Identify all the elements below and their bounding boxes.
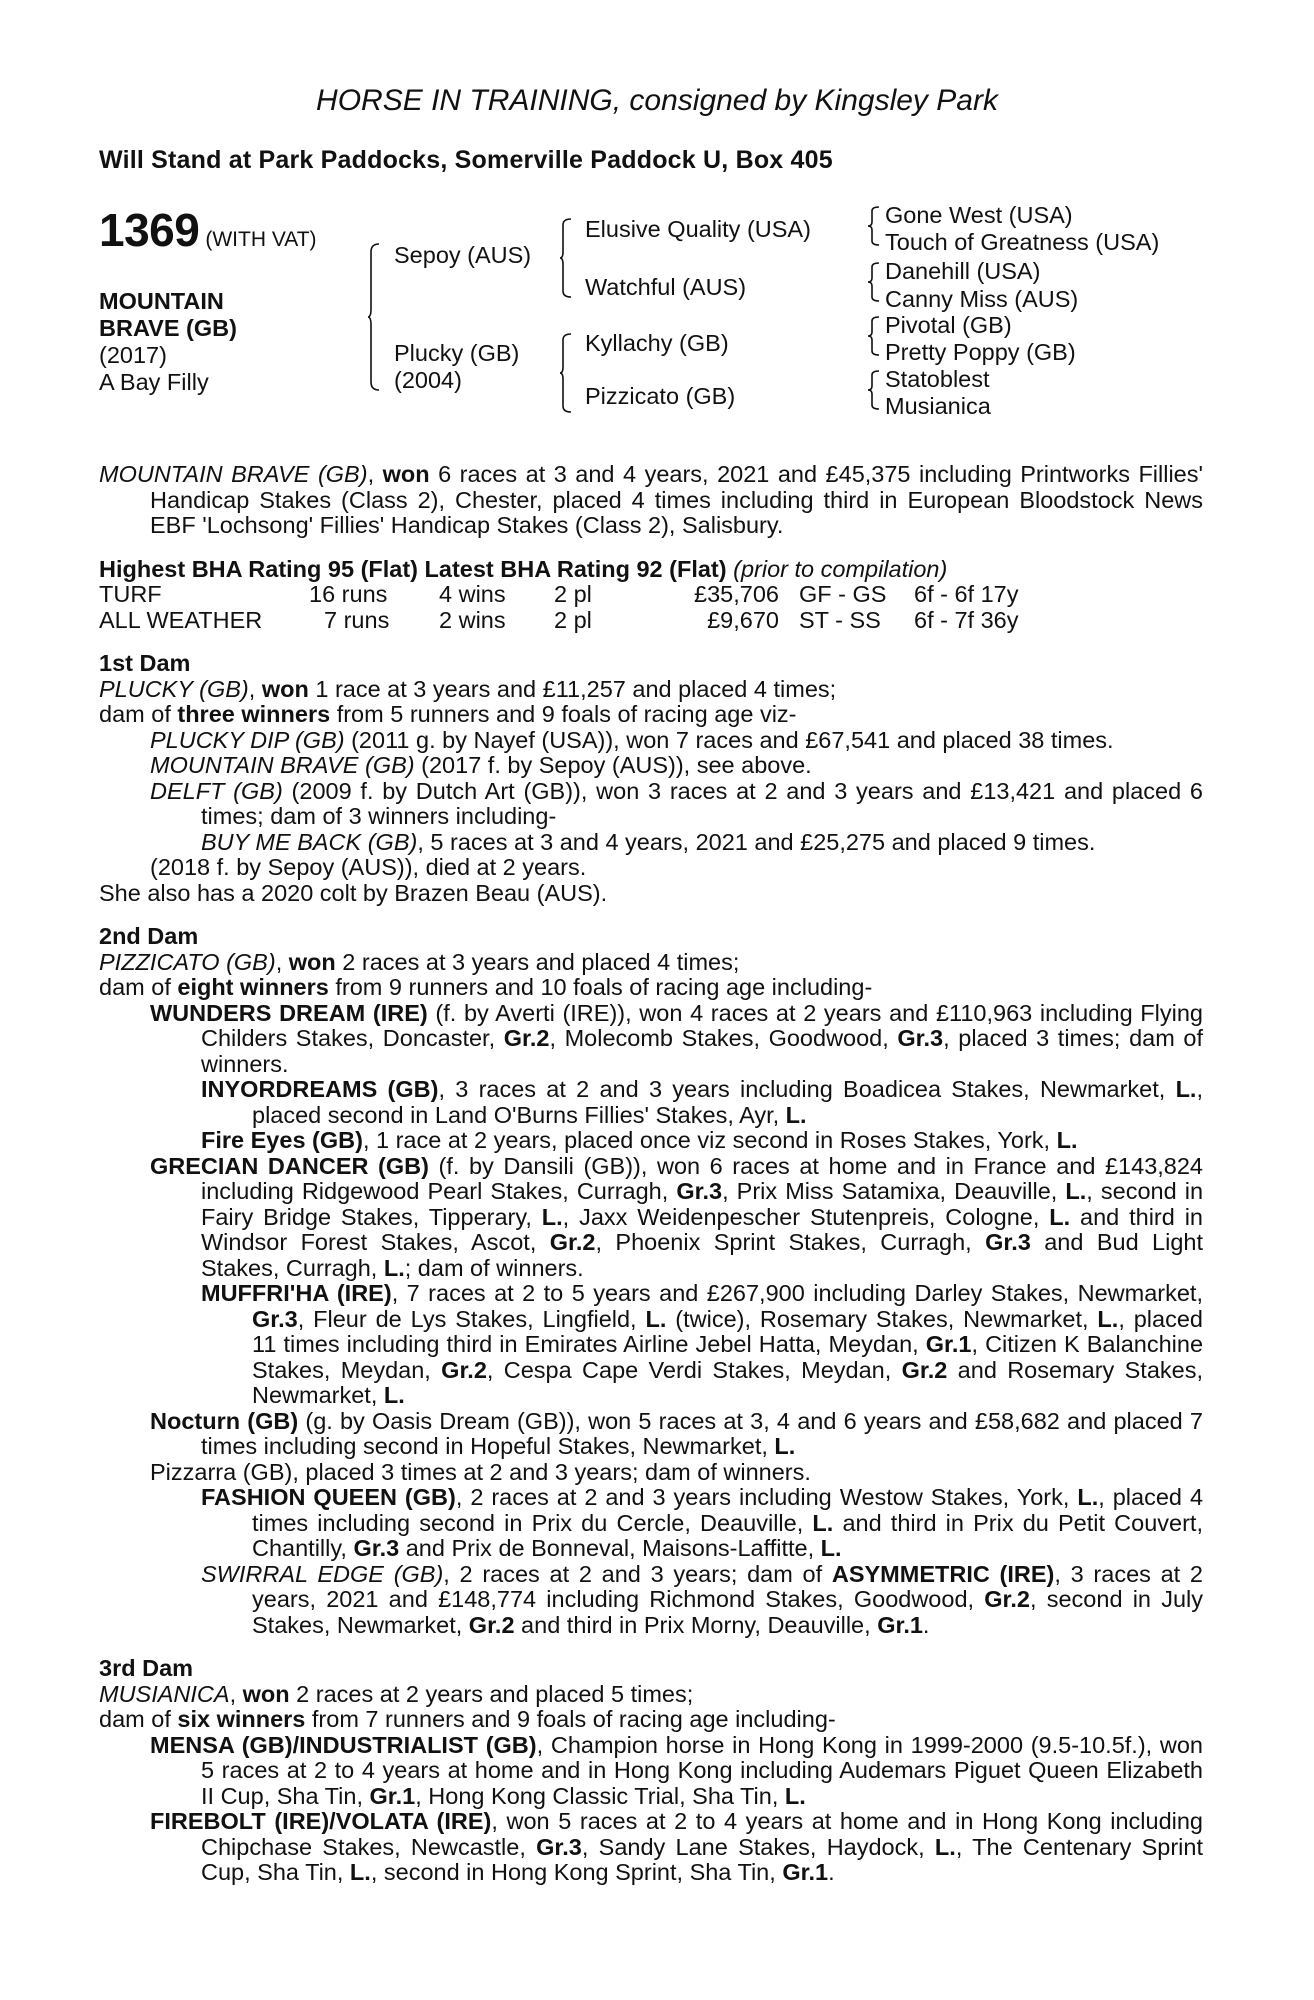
text: , placed 11 times including third in Emirates Airline Jebel Hatta, Meydan, [252,1305,1203,1357]
grade: Gr.2 [468,1611,515,1638]
text: dam of [99,974,178,1000]
stats-going: GF - GS [799,581,887,607]
text: (f. by Averti (IRE)), won 4 races at 2 years and £110,963 including Flying Childers Stakes, Doncaster, [201,999,1203,1051]
third-dam-produce [99,1707,1203,1733]
offspring-name: SWIRRAL EDGE (GB) [201,1560,444,1587]
sire-sire: Elusive Quality (USA) [585,216,811,242]
dam-record: 2 races at 3 years and placed 4 times; [335,948,740,975]
text: and Rosemary Stakes, Newmarket, [252,1356,1203,1408]
text: (g. by Oasis Dream (GB)), won 5 races at 3, 4 and 6 years and £58,682 and placed 7 times including second in Hopeful Stakes, Newmarket, [201,1407,1203,1459]
grade: Gr.3 [252,1305,298,1332]
grade: L. [645,1305,667,1332]
text: and third in Windsor Forest Stakes, Ascot, [201,1203,1203,1255]
stats-distance: 6f - 6f 17y [914,581,1019,607]
gen3-statoblest: Statoblest [885,366,990,392]
winners-count: eight winners [177,974,329,1000]
gen3-touch-of-greatness: Touch of Greatness (USA) [885,229,1160,255]
grade: L. [1056,1127,1078,1153]
dam-name: Plucky (GB) [394,340,520,366]
grade: Gr.3 [985,1229,1031,1255]
grade: Gr.2 [441,1356,487,1383]
pedigree-bracket-main [368,243,380,391]
text: , Cespa Cape Verdi Stakes, Meydan, [486,1356,902,1383]
offspring-name: Fire Eyes (GB) [201,1127,363,1153]
grade: Gr.1 [369,1782,416,1809]
grand-offspring-entry [99,1077,1203,1128]
stats-runs: 7 runs [324,606,390,633]
sire-dam: Watchful (AUS) [585,274,747,300]
grade: Gr.2 [503,1025,550,1051]
stats-pl: 2 pl [554,606,592,633]
offspring-name: FIREBOLT (IRE)/VOLATA (IRE) [150,1808,492,1834]
summary-horse-name: MOUNTAIN BRAVE (GB) [99,461,368,487]
offspring-entry [99,1733,1203,1810]
text: , Sandy Lane Stakes, Haydock, [581,1833,935,1860]
horse-year: (2017) [99,342,167,368]
rating-bold: Highest BHA Rating 95 (Flat) Latest BHA Rating 92 (Flat) [99,555,727,582]
text: (2009 f. by Dutch Art (GB)), won 3 races at 2 and 3 years and £13,421 and placed 6 times; dam of 3 winners including- [201,777,1203,829]
stats-distance: 6f - 7f 36y [914,606,1019,633]
offspring-entry [99,753,1203,779]
summary-won: won [382,461,430,487]
pedigree-bracket-sire [560,218,572,298]
stats-row [99,608,1203,634]
grade: L. [1077,1484,1099,1510]
offspring-entry [99,1809,1203,1886]
dam-dam: Pizzicato (GB) [585,383,736,409]
text: (2017 f. by Sepoy (AUS)), see above. [414,752,812,778]
text: , Fleur de Lys Stakes, Lingfield, [297,1305,646,1332]
stand-location: Will Stand at Park Paddocks, Somerville Paddock U, Box 405 [99,146,833,174]
lot-number: 1369 [99,204,200,256]
offspring-note: She also has a 2020 colt by Brazen Beau (AUS). [99,879,608,906]
offspring-name: MOUNTAIN BRAVE (GB) [150,752,415,778]
text: , 7 races at 2 to 5 years and £267,900 including Darley Stakes, Newmarket, [391,1280,1203,1306]
text: and third in Prix Morny, Deauville, [514,1611,878,1638]
text: , second in Fairy Bridge Stakes, Tipperary, [201,1178,1204,1230]
offspring-entry [99,1154,1203,1282]
won-label: won [242,1680,290,1707]
winners-count: six winners [177,1706,306,1732]
grade: L. [349,1859,371,1885]
third-dam-line: MUSIANICA, won 2 races at 2 years and placed 5 times; [99,1680,694,1707]
text: (twice), Rosemary Stakes, Newmarket, [666,1305,1098,1332]
pedigree-bracket-dam [560,333,572,413]
gen3-musianica: Musianica [885,393,991,419]
grand-offspring-entry [99,1485,1203,1562]
text: , second in July Stakes, Newmarket, [252,1586,1203,1638]
grade: Gr.3 [353,1535,400,1561]
stats-wins: 4 wins [439,581,506,607]
offspring-name: WUNDERS DREAM (IRE) [150,999,428,1026]
text: , Molecomb Stakes, Goodwood, [549,1025,898,1051]
grade: L. [1097,1305,1119,1332]
stats-surface: TURF [99,581,162,607]
offspring-entry: Pizzarra (GB), placed 3 times at 2 and 3 years; dam of winners. [150,1458,811,1485]
grade: Gr.2 [984,1586,1030,1612]
text: , 1 race at 2 years, placed once viz second in Roses Stakes, York, [362,1127,1057,1153]
text: and Bud Light Stakes, Curragh, [201,1229,1204,1281]
text: from 9 runners and 10 foals of racing age including- [328,974,873,1000]
grade: Gr.1 [782,1859,829,1885]
sire-name: Sepoy (AUS) [394,242,532,268]
text: , The Centenary Sprint Cup, Sha Tin, [201,1833,1203,1885]
dam-sire: Kyllachy (GB) [585,330,729,356]
grade: L. [541,1203,563,1230]
pedigree-bracket-gen3-4 [868,370,880,410]
grade: Gr.3 [536,1833,582,1860]
grade: L. [383,1254,405,1281]
text: , won 5 races at 2 to 4 years at home and in Hong Kong including Chipchase Stakes, Newcastle, [201,1808,1203,1860]
grade: L. [812,1509,834,1536]
stats-surface: ALL WEATHER [99,606,263,633]
text: , Jaxx Weidenpescher Stutenpreis, Cologne, [562,1203,1050,1230]
grade: L. [774,1433,796,1459]
text: . [828,1859,835,1885]
pedigree-bracket-gen3-1 [868,206,880,246]
dam-name: PLUCKY (GB) [99,675,249,702]
offspring-name: PLUCKY DIP (GB) [150,726,345,753]
text: and Prix de Bonneval, Maisons-Laffitte, [399,1535,821,1561]
grade: L. [785,1101,807,1128]
offspring-entry [99,1001,1203,1078]
offspring-entry [99,779,1203,830]
pedigree-bracket-gen3-2 [868,262,880,302]
second-dam-title: 2nd Dam [99,923,199,949]
text: (f. by Dansili (GB)), won 6 races at home and in France and £143,824 including Ridgewood Pearl Stakes, Curragh, [201,1152,1203,1204]
race-summary: MOUNTAIN BRAVE (GB), won 6 races at 3 and 4 years, 2021 and £45,375 including Printworks Fillies' Handicap Stakes (Class 2), Chester, placed 4 times including third in European Bloodstock News EBF 'Lochsong' Fillies' Handicap Stakes (Class 2), Salisbury. [99,461,1203,538]
grade: Gr.1 [877,1611,923,1638]
dam-name: PIZZICATO (GB) [99,948,276,975]
text: from 7 runners and 9 foals of racing age including- [305,1706,836,1732]
horse-description: A Bay Filly [99,369,209,395]
rating-line [99,557,1203,583]
text: . [922,1611,930,1638]
text: , 2 races at 2 and 3 years; dam of [443,1560,832,1587]
text: , placed 3 times; dam of winners. [201,1025,1203,1077]
rating-note: (prior to compilation) [733,555,948,582]
offspring-entry: (2018 f. by Sepoy (AUS)), died at 2 years. [150,854,587,880]
stats-money: £35,706 [694,581,779,607]
grade: Gr.3 [897,1025,944,1051]
third-dam-title: 3rd Dam [99,1655,194,1681]
horse-name-line1: MOUNTAIN [99,288,224,314]
offspring-name: DELFT (GB) [150,777,283,804]
summary-text: 6 races at 3 and 4 years, 2021 and £45,375 including Printworks Fillies' Handicap Stakes (Class 2), Chester, placed 4 times including third in European Bloodstock News EBF 'Lochsong' Fillies' Handicap Stakes (Class 2), Salisbury. [150,461,1203,538]
stats-money: £9,670 [707,606,779,633]
first-dam-produce [99,702,1203,728]
won-label: won [261,675,309,702]
offspring-name: MENSA (GB)/INDUSTRIALIST (GB) [150,1731,537,1758]
grand-offspring-entry [99,830,1203,856]
offspring-name: FASHION QUEEN (GB) [201,1484,456,1510]
stats-wins: 2 wins [439,606,506,633]
horse-name-line2: BRAVE (GB) [99,315,237,341]
pedigree-bracket-gen3-3 [868,316,880,356]
offspring-name: Nocturn (GB) [150,1407,299,1434]
text: ; dam of winners. [404,1254,584,1281]
stats-going: ST - SS [799,606,881,633]
offspring-name: ASYMMETRIC (IRE) [831,1560,1055,1587]
stats-runs: 16 runs [309,581,388,607]
grand-offspring-entry [99,1128,1203,1154]
stats-table [99,582,1203,633]
stats-row [99,582,1203,608]
gen3-danehill: Danehill (USA) [885,258,1041,284]
text: from 5 runners and 9 foals of racing age viz- [330,701,797,727]
text: , 3 races at 2 and 3 years including Boadicea Stakes, Newmarket, [438,1076,1176,1102]
dam-record: 2 races at 2 years and placed 5 times; [289,1680,694,1707]
offspring-name: BUY ME BACK (GB) [201,828,418,855]
text: , 2 races at 2 and 3 years including Westow Stakes, York, [455,1484,1078,1510]
winners-count: three winners [177,701,331,727]
vat-note: (WITH VAT) [205,228,317,251]
text: , placed second in Land O'Burns Fillies' Stakes, Ayr, [252,1076,1203,1128]
second-dam-line: PIZZICATO (GB), won 2 races at 3 years and placed 4 times; [99,948,740,975]
grade: L. [934,1833,956,1860]
text: , Citizen K Balanchine Stakes, Meydan, [252,1331,1204,1383]
grade: L. [1049,1203,1071,1230]
won-label: won [288,948,336,975]
text: , placed 4 times including second in Prix du Cercle, Deauville, [252,1484,1204,1536]
dam-name: MUSIANICA [99,1680,230,1707]
grade: L. [784,1782,806,1809]
grade: Gr.3 [676,1178,723,1204]
grade: L. [1175,1076,1197,1102]
grade: Gr.1 [925,1331,972,1357]
grade: L. [1065,1178,1087,1204]
text: , 3 races at 2 years, 2021 and £148,774 including Richmond Stakes, Goodwood, [252,1560,1203,1612]
offspring-entry [99,1409,1203,1460]
offspring-entry [99,728,1203,754]
text: (2011 g. by Nayef (USA)), won 7 races and £67,541 and placed 38 times. [344,726,1114,753]
horse-identity [99,288,237,396]
page-heading: HORSE IN TRAINING, consigned by Kingsley Park [316,84,998,117]
offspring-name: INYORDREAMS (GB) [201,1076,439,1102]
second-dam-produce [99,975,1203,1001]
dam-record: 1 race at 3 years and £11,257 and placed 4 times; [308,675,837,702]
grade: Gr.2 [549,1229,596,1255]
text: dam of [99,1706,178,1732]
text: and third in Prix du Petit Couvert, Chantilly, [252,1509,1203,1561]
gen3-pretty-poppy: Pretty Poppy (GB) [885,339,1076,365]
dam-year: (2004) [394,367,462,393]
gen3-pivotal: Pivotal (GB) [885,312,1012,338]
catalogue-body [99,462,1203,1886]
gen3-gone-west: Gone West (USA) [885,202,1073,228]
text: , Prix Miss Satamixa, Deauville, [722,1178,1066,1204]
text: , Hong Kong Classic Trial, Sha Tin, [415,1782,785,1809]
grand-offspring-entry [99,1562,1203,1639]
text: dam of [99,701,178,727]
text: , Champion horse in Hong Kong in 1999-2000 (9.5-10.5f.), won 5 races at 2 to 4 years at home and in Hong Kong including Audemars Piguet Queen Elizabeth II Cup, Sha Tin, [201,1731,1204,1809]
grand-offspring-entry [99,1281,1203,1409]
text: , second in Hong Kong Sprint, Sha Tin, [370,1859,783,1885]
lot-header [99,203,317,257]
offspring-name: GRECIAN DANCER (GB) [150,1152,429,1179]
text: , 5 races at 3 and 4 years, 2021 and £25,275 and placed 9 times. [417,828,1096,855]
text: , Phoenix Sprint Stakes, Curragh, [595,1229,986,1255]
grade: L. [383,1382,405,1408]
gen3-canny-miss: Canny Miss (AUS) [885,286,1079,312]
stats-pl: 2 pl [554,581,592,607]
first-dam-title: 1st Dam [99,650,191,676]
offspring-name: MUFFRI'HA (IRE) [201,1280,392,1306]
grade: Gr.2 [901,1356,948,1383]
first-dam-line: PLUCKY (GB), won 1 race at 3 years and £11,257 and placed 4 times; [99,675,837,702]
grade: L. [820,1535,842,1561]
